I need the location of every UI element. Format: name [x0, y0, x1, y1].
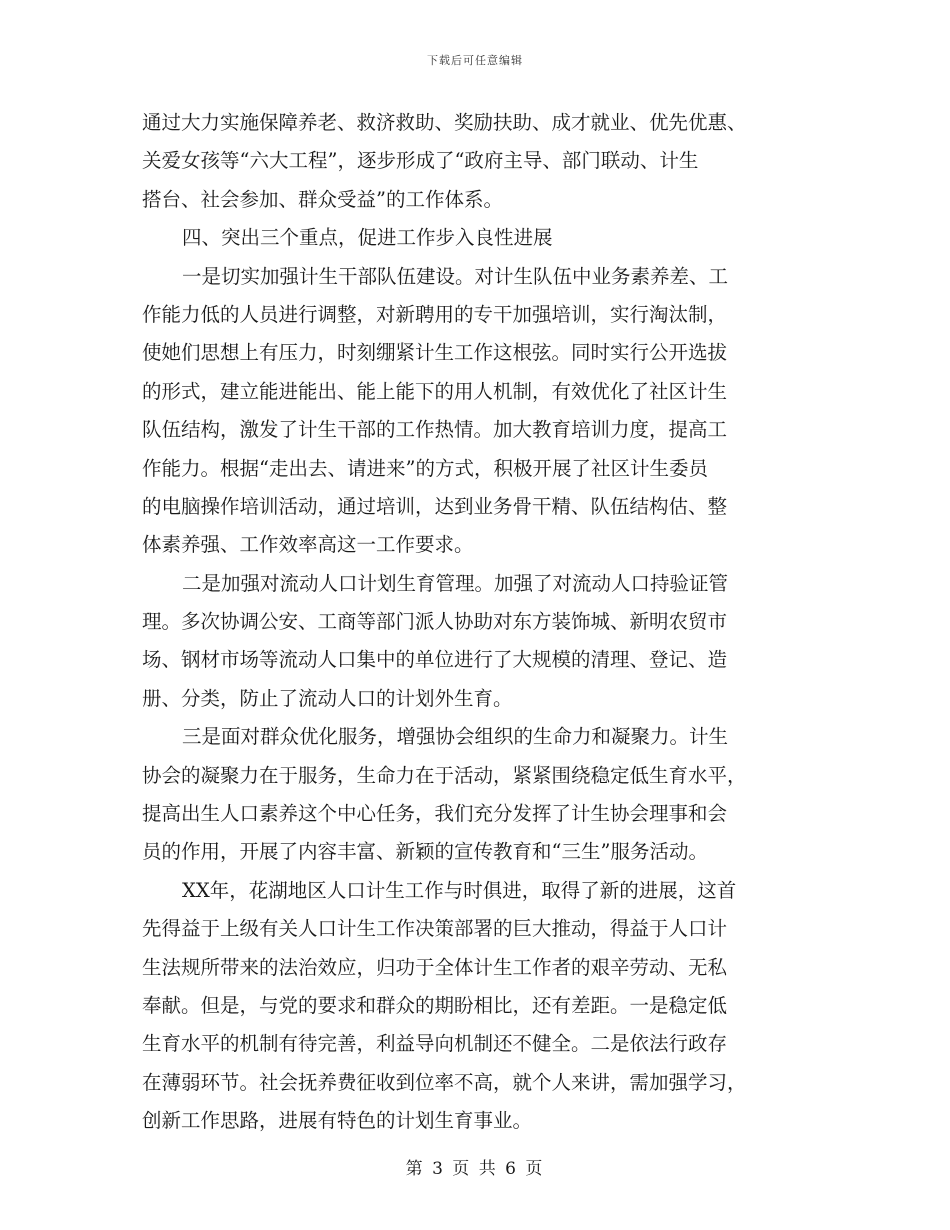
text-line: 奉献。但是，与党的要求和群众的期盼相比，还有差距。一是稳定低 — [142, 993, 728, 1017]
text-line: 员的作用，开展了内容丰富、新颖的宣传教育和“三生”服务活动。 — [142, 840, 708, 864]
text-line: 体素养强、工作效率高这一工作要求。 — [142, 533, 474, 557]
page-footer: 第 3 页 共 6 页 — [405, 1159, 545, 1179]
document-body — [142, 104, 810, 1141]
text-line: 通过大力实施保障养老、救济救助、奖励扶助、成才就业、优先优惠、 — [142, 111, 747, 134]
text-line: 册、分类，防止了流动人口的计划外生育。 — [142, 686, 513, 710]
text-line: 的电脑操作培训活动，通过培训，达到业务骨干精、队伍结构估、整 — [142, 494, 728, 518]
page-header: 下载后可任意编辑 — [427, 54, 523, 67]
text-line: 场、钢材市场等流动人口集中的单位进行了大规模的清理、登记、造 — [142, 648, 728, 672]
text-line: 作能力。根据“走出去、请进来”的方式，积极开展了社区计生委员 — [142, 456, 708, 480]
text-line: 作能力低的人员进行调整，对新聘用的专干加强培训，实行淘汰制， — [142, 302, 728, 326]
text-line: 搭台、社会参加、群众受益”的工作体系。 — [142, 187, 503, 211]
text-line: 在薄弱环节。社会抚养费征收到位率不高，就个人来讲，需加强学习， — [142, 1070, 747, 1094]
text-line: 理。多次协调公安、工商等部门派人协助对东方装饰城、新明农贸市 — [142, 610, 728, 634]
text-line: 关爱女孩等“六大工程”，逐步形成了“政府主导、部门联动、计生 — [142, 149, 699, 173]
paragraph-start: 三是面对群众优化服务，增强协会组织的生命力和凝聚力。计生 — [182, 725, 729, 749]
text-line: 先得益于上级有关人口计生工作决策部署的巨大推动，得益于人口计 — [142, 917, 728, 941]
text-line: 协会的凝聚力在于服务，生命力在于活动，紧紧围绕稳定低生育水平， — [142, 763, 747, 787]
section-heading: 四、突出三个重点，促进工作步入良性进展 — [182, 226, 553, 250]
text-line: 提高出生人口素养这个中心任务，我们充分发挥了计生协会理事和会 — [142, 802, 728, 826]
paragraph-start: 一是切实加强计生干部队伍建设。对计生队伍中业务素养差、工 — [182, 264, 729, 288]
text-line: 生育水平的机制有待完善，利益导向机制还不健全。二是依法行政存 — [142, 1032, 728, 1056]
text-line: 的形式，建立能进能出、能上能下的用人机制，有效优化了社区计生 — [142, 379, 728, 403]
text-line: 生法规所带来的法治效应，归功于全体计生工作者的艰辛劳动、无私 — [142, 955, 728, 979]
paragraph-start: 二是加强对流动人口计划生育管理。加强了对流动人口持验证管 — [182, 571, 729, 595]
paragraph-start: XX年，花湖地区人口计生工作与时俱进，取得了新的进展，这首 — [182, 878, 737, 902]
text-line: 使她们思想上有压力，时刻绷紧计生工作这根弦。同时实行公开选拔 — [142, 341, 728, 365]
text-line: 队伍结构，激发了计生干部的工作热情。加大教育培训力度，提高工 — [142, 418, 728, 442]
text-line: 创新工作思路，进展有特色的计划生育事业。 — [142, 1109, 533, 1133]
